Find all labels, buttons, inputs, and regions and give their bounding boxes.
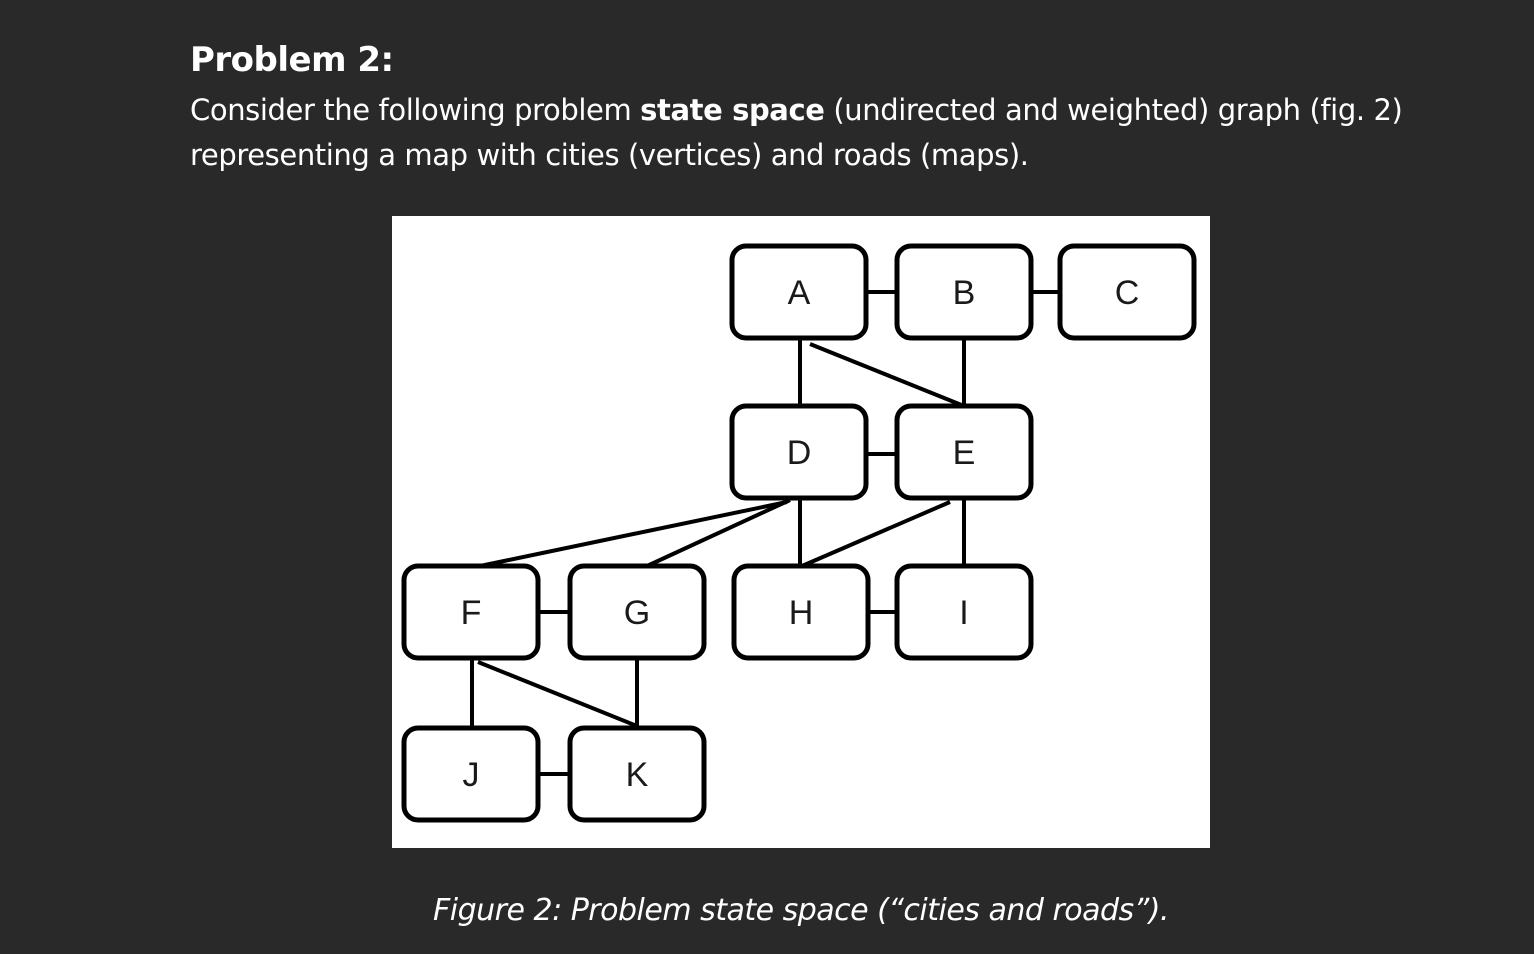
node-k [570,728,704,820]
problem-text-bold: state space [640,93,825,127]
graph-edges [472,278,1060,788]
graph-figure [392,216,1210,848]
problem-description [190,88,1490,178]
node-f [404,566,538,658]
node-label: A [787,274,811,312]
node-label: E [952,434,976,472]
node-g [570,566,704,658]
edge-e-h [802,502,950,566]
node-a [732,246,866,338]
node-label: C [1114,274,1140,312]
node-h [734,566,868,658]
node-label: K [625,756,649,794]
node-label: B [952,274,976,312]
node-i [897,566,1031,658]
node-label: F [460,594,482,632]
problem-title: Problem 2: [190,40,394,80]
problem-text-part2: (undirected and weighted) graph (fig. 2) [824,93,1403,127]
edge-a-e [810,344,964,406]
node-label: J [462,756,480,794]
node-label: I [959,594,969,632]
node-e [897,406,1031,498]
node-d [732,406,866,498]
edge-d-g [647,500,790,566]
node-label: D [786,434,812,472]
graph-diagram [392,216,1210,848]
node-c [1060,246,1194,338]
problem-text-part1: Consider the following problem [190,93,641,127]
problem-text-line2: representing a map with cities (vertices) and roads (maps). [190,138,1029,172]
node-label: H [788,594,814,632]
edge-f-k [478,662,637,726]
edge-d-f [480,502,787,566]
figure-caption: Figure 2: Problem state space (“cities and roads”). [433,893,1169,928]
node-j [404,728,538,820]
node-b [897,246,1031,338]
node-label: G [623,594,651,632]
